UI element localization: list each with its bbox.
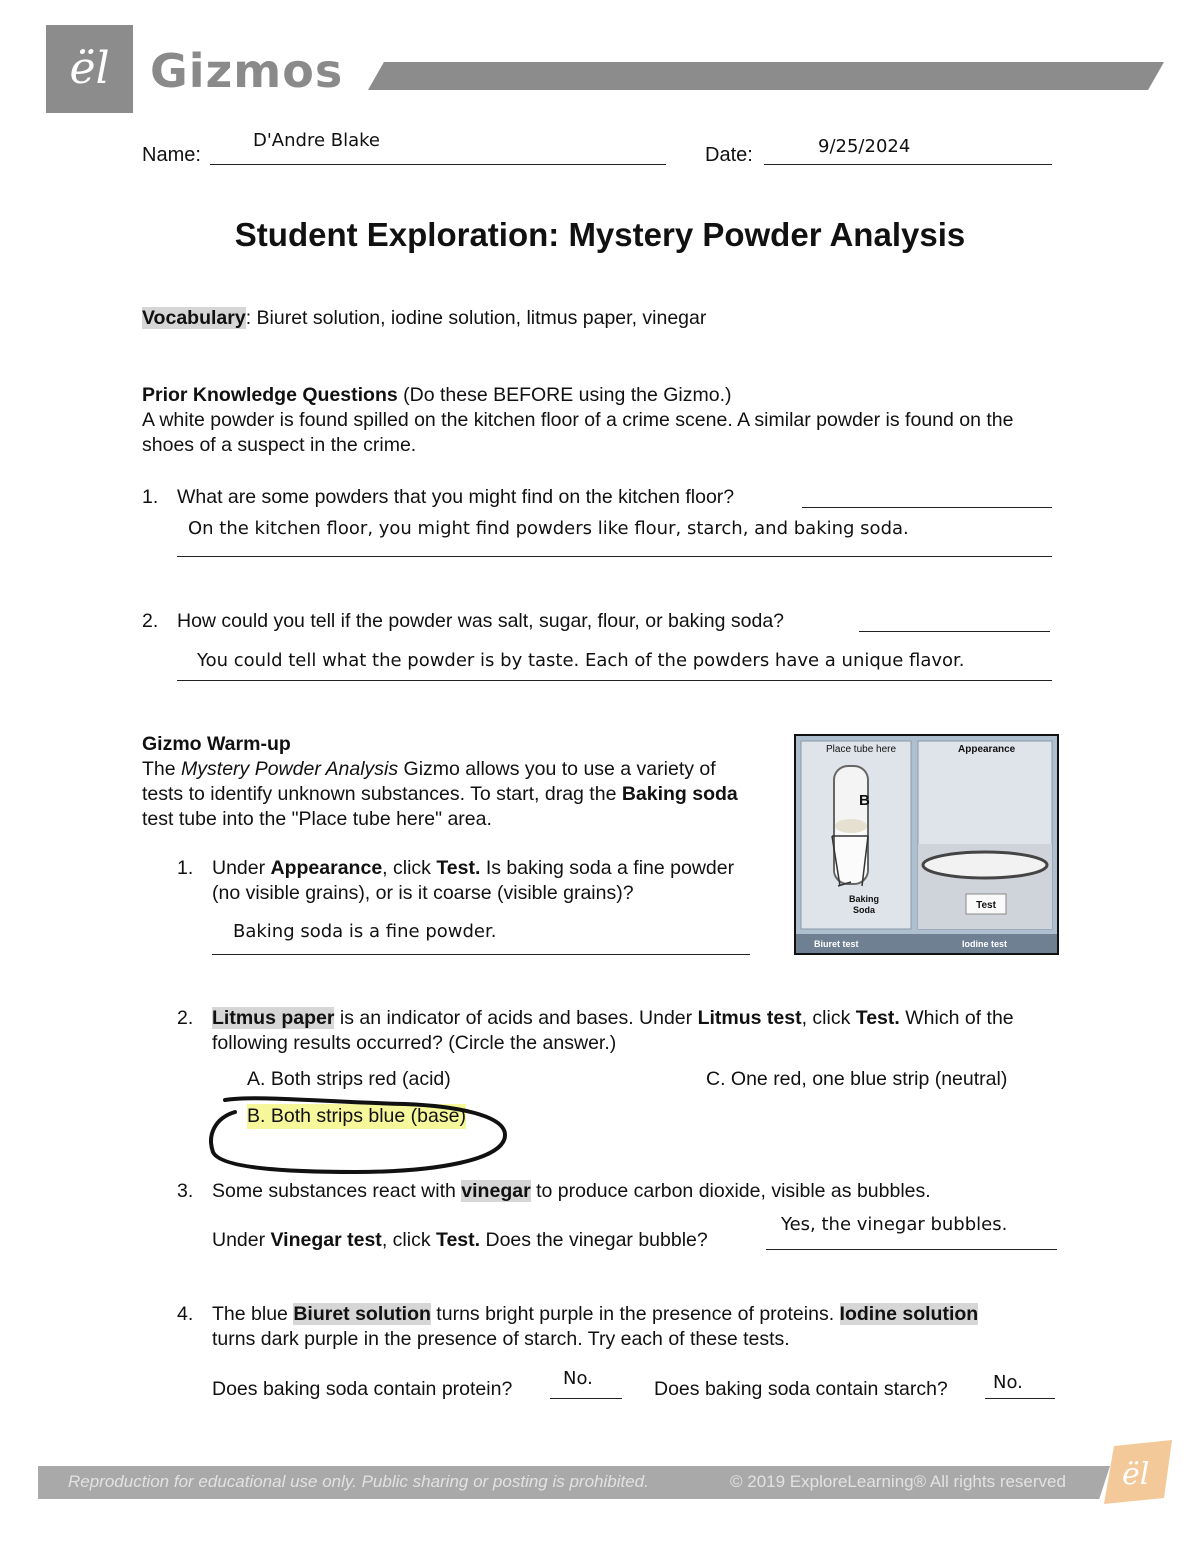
name-label: Name: <box>142 144 201 166</box>
starch-answer[interactable]: No. <box>993 1372 1023 1393</box>
header-bar <box>368 62 1164 90</box>
vocabulary-terms: : Biuret solution, iodine solution, litmus paper, vinegar <box>245 307 707 329</box>
page-title: Student Exploration: Mystery Powder Analysis <box>234 216 966 253</box>
warmup-q2-number: 2. <box>177 1007 194 1029</box>
protein-line <box>550 1398 622 1399</box>
option-a[interactable]: A. Both strips red (acid) <box>247 1068 451 1090</box>
date-line <box>764 164 1052 165</box>
warmup-q1-text: Under Appearance, click Test. Is baking soda a fine powder (no visible grains), or is it coarse (visible grains)? <box>212 857 735 904</box>
warmup-q4-text: The blue Biuret solution turns bright purple in the presence of proteins. Iodine solution turns dark purple in the presence of starch. Try each of these tests. <box>212 1303 979 1350</box>
prior-q2-number: 2. <box>142 610 159 632</box>
brand-title: Gizmos <box>150 44 344 98</box>
warmup-heading: Gizmo Warm-up <box>142 733 291 755</box>
warmup-q1-number: 1. <box>177 857 194 879</box>
prior-a2-answer[interactable]: You could tell what the powder is by taste. Each of the powders have a unique flavor. <box>197 650 965 671</box>
footer-logo-icon <box>1100 1440 1176 1504</box>
warmup-a1-answer[interactable]: Baking soda is a fine powder. <box>233 921 497 942</box>
explorelearning-logo-icon: ël <box>69 43 110 94</box>
prior-a1-answer[interactable]: On the kitchen floor, you might find powders like flour, starch, and baking soda. <box>188 518 909 539</box>
option-c[interactable]: C. One red, one blue strip (neutral) <box>706 1068 1008 1090</box>
gizmo-illustration <box>796 736 1057 953</box>
footer-copyright: © 2019 ExploreLearning® All rights reserved <box>730 1472 1066 1491</box>
gizmo-test-button: Test <box>976 900 996 911</box>
prior-a2-line <box>177 680 1052 681</box>
svg-text:ël: ël <box>1122 1457 1150 1492</box>
answer-circle-mark <box>205 1090 515 1180</box>
gizmo-place-tube-label: Place tube here <box>826 744 897 755</box>
gizmo-appearance-label: Appearance <box>958 744 1016 755</box>
date-label: Date: <box>705 144 753 166</box>
prior-q1-text: What are some powders that you might find on the kitchen floor? <box>177 486 735 508</box>
protein-answer[interactable]: No. <box>563 1368 593 1389</box>
starch-question: Does baking soda contain starch? <box>654 1378 948 1400</box>
warmup-intro: The Mystery Powder Analysis Gizmo allows you to use a variety of tests to identify unknown substances. To start, drag the Baking soda test tube into the "Place tube here" area. <box>142 758 738 830</box>
prior-a1-line <box>177 556 1052 557</box>
warmup-q3b-text: Under Vinegar test, click Test. Does the vinegar bubble? <box>212 1229 708 1251</box>
warmup-q3-text: Some substances react with vinegar to produce carbon dioxide, visible as bubbles. <box>212 1180 931 1202</box>
prior-intro: A white powder is found spilled on the kitchen floor of a crime scene. A similar powder is found on the shoes of a suspect in the crime. <box>142 409 1014 456</box>
date-field[interactable]: 9/25/2024 <box>818 136 911 157</box>
prior-knowledge-section <box>142 383 1052 458</box>
prior-heading: Prior Knowledge Questions <box>142 384 398 406</box>
warmup-q3-number: 3. <box>177 1180 194 1202</box>
protein-question: Does baking soda contain protein? <box>212 1378 513 1400</box>
warmup-q2-text: Litmus paper is an indicator of acids and bases. Under Litmus test, click Test. Which of the following results occurred? (Circle the answer.) <box>212 1007 1014 1054</box>
gizmo-tube-letter: B <box>859 792 870 809</box>
name-line <box>210 164 666 165</box>
gizmo-tube-label: Baking Soda <box>848 894 879 915</box>
warmup-a3-answer[interactable]: Yes, the vinegar bubbles. <box>781 1214 1008 1235</box>
starch-line <box>985 1398 1055 1399</box>
warmup-a1-line <box>212 954 750 955</box>
warmup-a3-line <box>766 1249 1057 1250</box>
name-field[interactable]: D'Andre Blake <box>253 130 380 151</box>
vocabulary-label: Vocabulary <box>142 307 246 329</box>
gizmo-screenshot <box>794 734 1059 955</box>
gizmo-biuret-label: Biuret test <box>814 939 859 949</box>
warmup-q4-number: 4. <box>177 1303 194 1325</box>
vocabulary <box>142 306 706 331</box>
prior-q2-text: How could you tell if the powder was salt, sugar, flour, or baking soda? <box>177 610 785 632</box>
option-b-selected[interactable]: B. Both strips blue (base) <box>247 1105 466 1127</box>
gizmo-iodine-label: Iodine test <box>962 939 1008 949</box>
prior-q1-line <box>802 507 1052 508</box>
prior-heading-note: (Do these BEFORE using the Gizmo.) <box>397 384 732 406</box>
prior-q1-number: 1. <box>142 486 159 508</box>
footer-disclaimer: Reproduction for educational use only. Public sharing or posting is prohibited. <box>68 1472 649 1491</box>
warmup-section <box>142 732 762 832</box>
prior-q2-line <box>859 631 1050 632</box>
